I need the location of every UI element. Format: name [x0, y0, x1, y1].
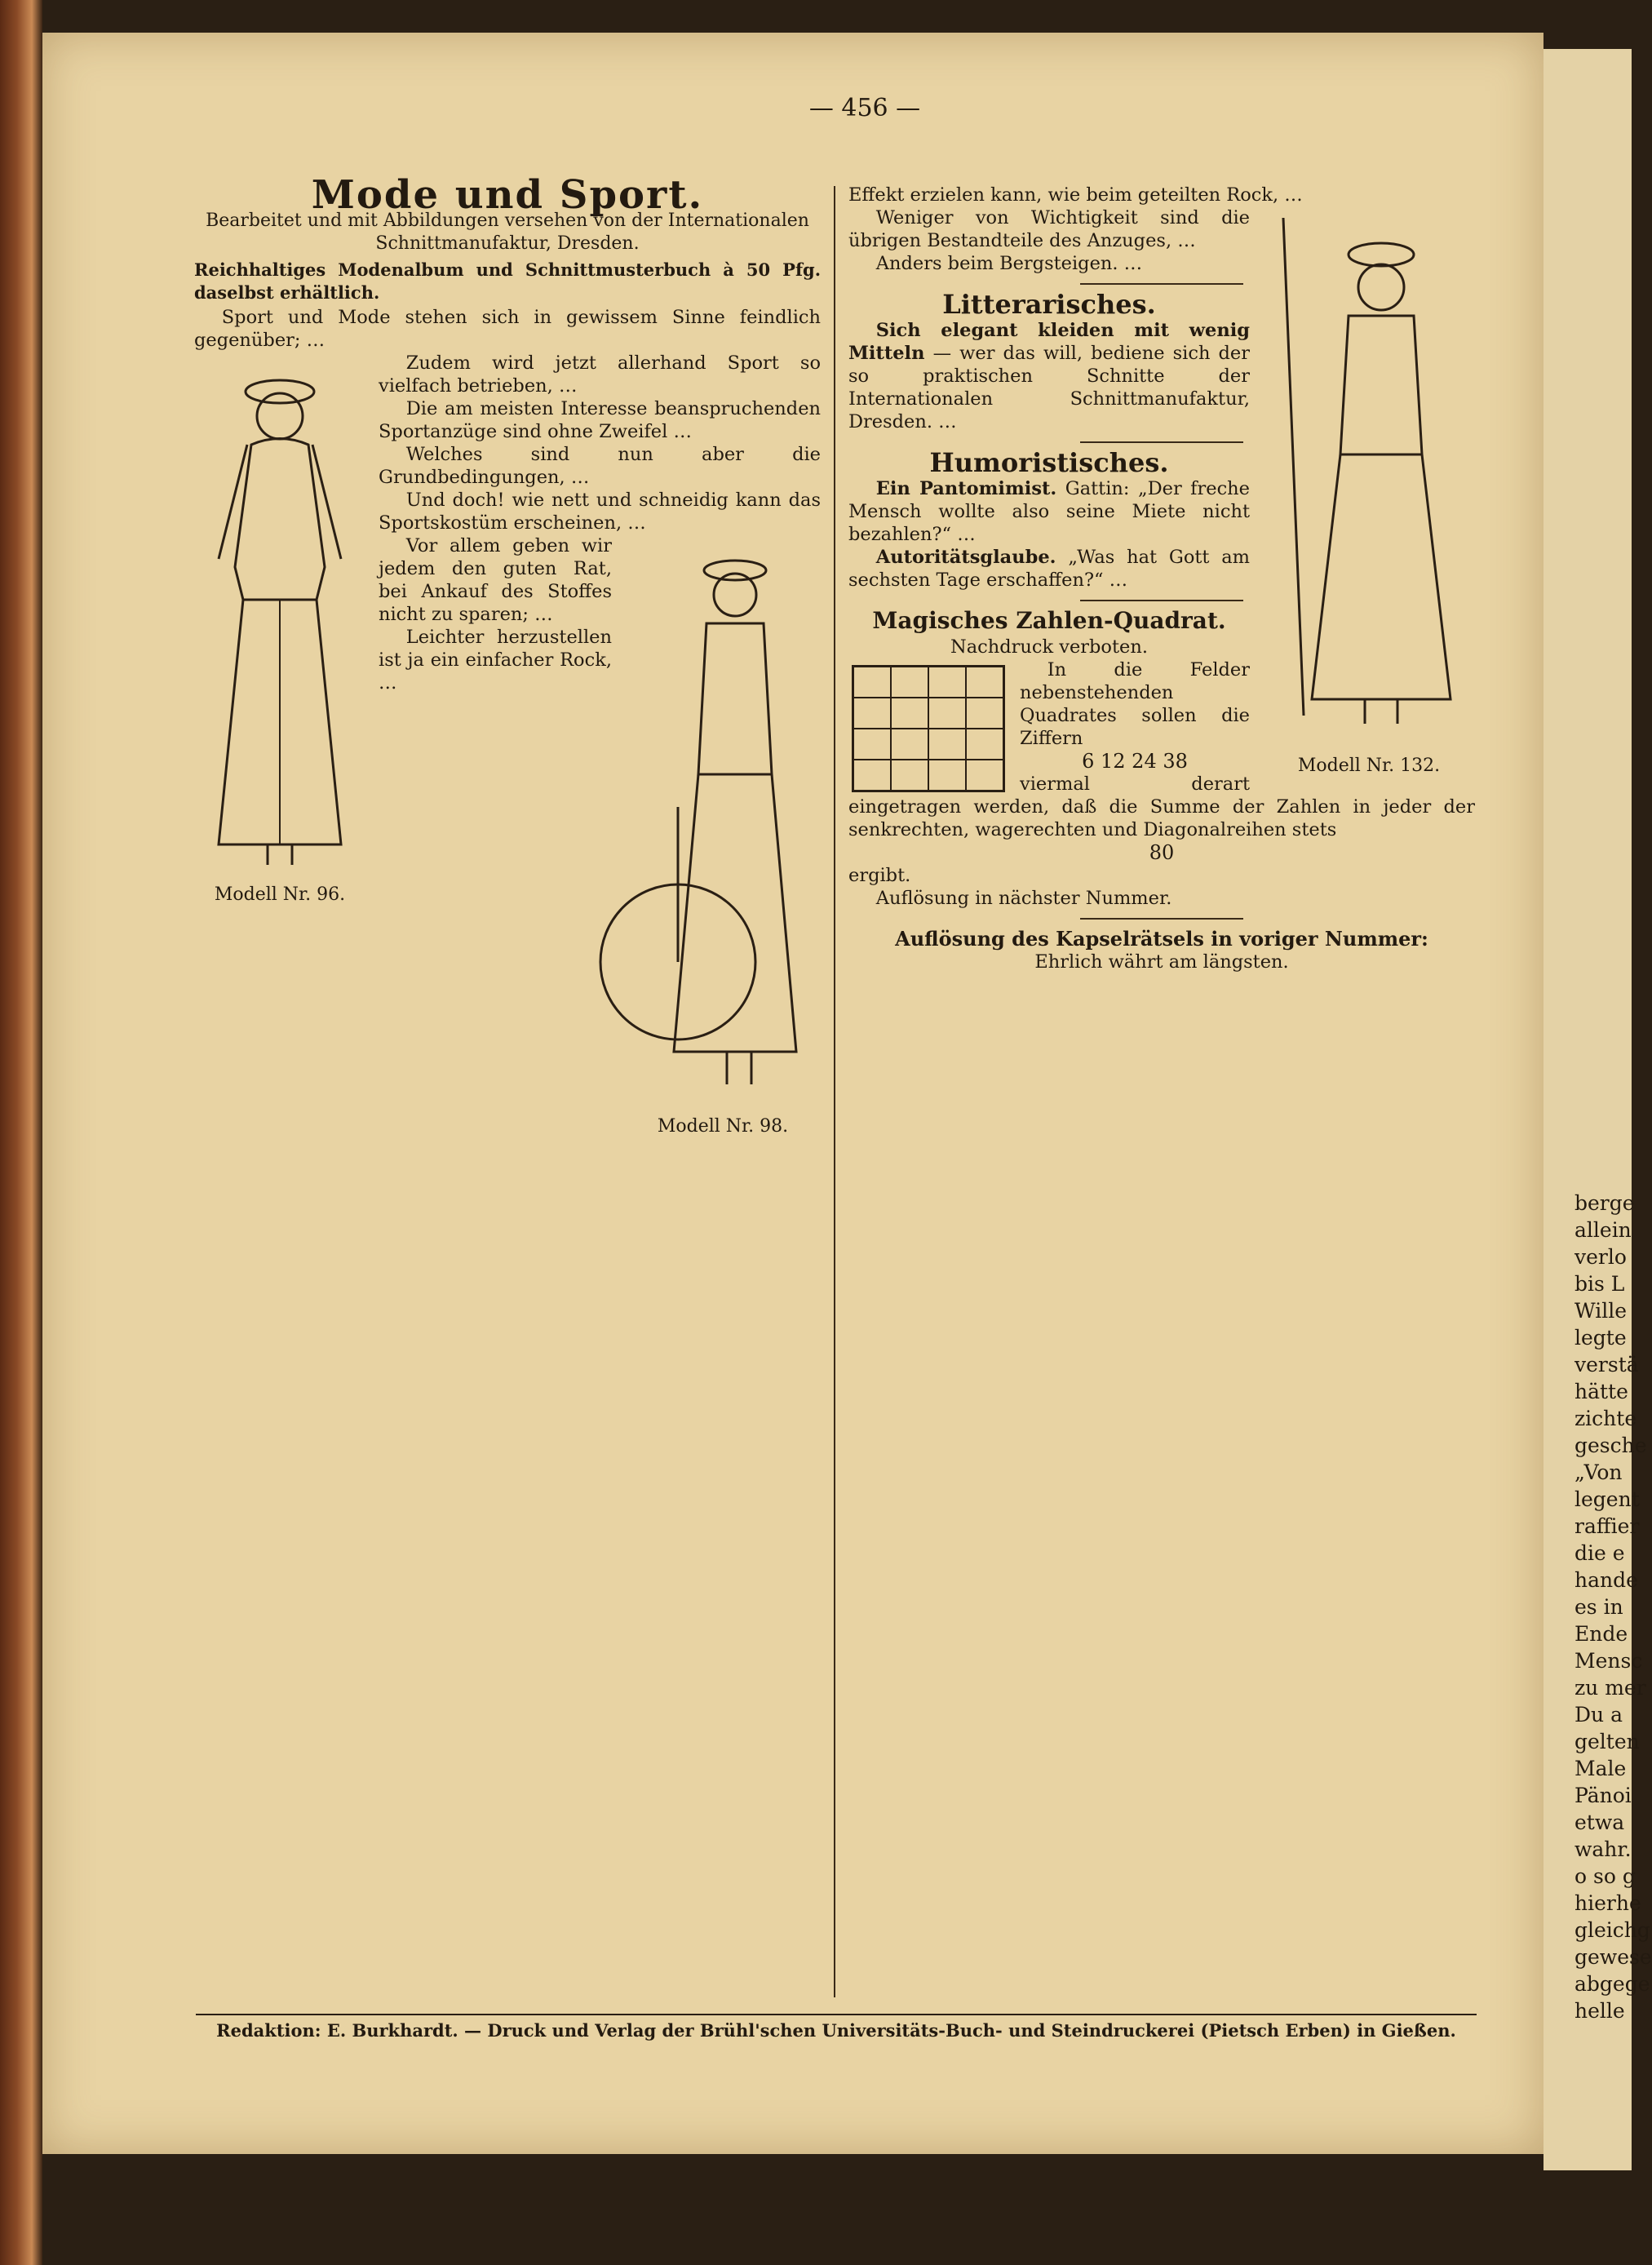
article-paragraph: Welches sind nun aber die Grundbedingungen, … [379, 444, 821, 488]
article-paragraph: Sport und Mode stehen sich in gewissem Sinne feindlich gegenüber; … [194, 307, 821, 351]
kapsel-title: Auflösung des Kapselrätsels in voriger Nummer: [895, 927, 1428, 951]
quadrat-solution-note: Auflösung in nächster Nummer. [875, 888, 1172, 909]
next-page-fragment: Du a [1574, 1703, 1623, 1726]
left-column [194, 172, 821, 1141]
next-page-fragment: gelten [1574, 1730, 1640, 1753]
quadrat-title: Magisches Zahlen-Quadrat. [872, 607, 1226, 634]
next-page-fragment: wahr. [1574, 1837, 1632, 1861]
page-number: — 456 — [808, 94, 921, 122]
figure-98-illustration [629, 538, 817, 1109]
next-page-fragment: raffier [1574, 1514, 1640, 1538]
figure-modell-132 [1263, 210, 1475, 778]
article-paragraph: Weniger von Wichtigkeit sind die übrigen Bestandteile des Anzuges, … [848, 207, 1250, 251]
next-page-fragment: legte [1574, 1326, 1627, 1350]
next-page-fragment: die e [1574, 1541, 1625, 1565]
next-page-fragment: zichte [1574, 1407, 1637, 1430]
section-rule [1080, 441, 1243, 443]
figure-96-caption: Modell Nr. 96. [214, 884, 346, 905]
section-rule [1080, 283, 1243, 285]
quadrat-note: Nachdruck verboten. [950, 636, 1148, 658]
figure-modell-96 [194, 355, 365, 906]
next-page-fragment: Wille [1574, 1299, 1628, 1323]
next-page-fragment: verlo [1574, 1245, 1627, 1269]
next-page-fragment: hande [1574, 1568, 1638, 1592]
next-page-fragment: etwa [1574, 1811, 1625, 1834]
next-page-fragment: Pänoi [1574, 1784, 1632, 1807]
next-page-fragment: zu mer [1574, 1676, 1646, 1700]
quadrat-text-1: In die Felder nebenstehenden Quadrates sollen die Ziffern [1020, 659, 1250, 749]
article-title: Mode und Sport. [311, 172, 704, 218]
imprint-footer: Redaktion: E. Burkhardt. — Druck und Verlag der Brühl'schen Universitäts-Buch- und Steindruckerei (Pietsch Erben) in Gießen. [196, 2014, 1477, 2041]
next-page-fragment: helle [1574, 1999, 1625, 2023]
book-binding [0, 0, 42, 2265]
next-page-fragment: legent [1574, 1487, 1640, 1511]
humor-item-2-title: Autoritätsglaube. [875, 547, 1056, 568]
article-ad-line: Reichhaltiges Modenalbum und Schnittmusterbuch à 50 Pfg. daselbst erhältlich. [194, 259, 821, 303]
next-page-fragment: Ende [1574, 1622, 1628, 1646]
magic-square-grid [852, 665, 1005, 792]
next-page-edge [1543, 49, 1652, 2170]
figure-modell-98 [625, 538, 821, 1138]
next-page-fragment: o so g [1574, 1864, 1636, 1888]
quadrat-sum: 80 [1149, 841, 1175, 864]
figure-132-illustration [1267, 210, 1471, 748]
humor-item-1-title: Ein Pantomimist. [875, 478, 1057, 499]
humor-item-1-text: Gattin: „Der freche Mensch wollte also seine Miete nicht bezahlen?“ … [848, 478, 1250, 545]
article-paragraph: Vor allem geben wir jedem den guten Rat, bei Ankauf des Stoffes nicht zu sparen; … [379, 535, 612, 625]
article-paragraph: Leichter herzustellen ist ja ein einfacher Rock, … [379, 627, 612, 694]
right-column [848, 184, 1475, 973]
article-paragraph: Anders beim Bergsteigen. … [875, 253, 1143, 274]
next-page-fragment: es in [1574, 1595, 1623, 1619]
section-rule [1080, 600, 1243, 601]
figure-96-illustration [202, 355, 357, 877]
figure-98-caption: Modell Nr. 98. [657, 1116, 789, 1137]
article-paragraph: Die am meisten Interesse beanspruchenden Sportanzüge sind ohne Zweifel … [379, 398, 821, 442]
article-paragraph: Zudem wird jetzt allerhand Sport so vielfach betrieben, … [379, 352, 821, 397]
next-page-fragment: gewese [1574, 1945, 1652, 1969]
article-paragraph: Effekt erzielen kann, wie beim geteilten Rock, … [848, 184, 1303, 206]
litterarisches-lead: Sich elegant kleiden mit wenig Mitteln [848, 320, 1250, 364]
column-divider [834, 186, 835, 1997]
next-page-fragment: verstä [1574, 1353, 1639, 1376]
quadrat-text-3: ergibt. [848, 865, 911, 886]
next-page-fragment: gleichg [1574, 1918, 1650, 1942]
next-page-fragment: „Von [1574, 1461, 1623, 1484]
next-page-fragment: bis L [1574, 1272, 1625, 1296]
next-page-fragment: Male [1574, 1757, 1627, 1780]
next-page-fragment: Mensc [1574, 1649, 1643, 1673]
litterarisches-body: — wer das will, bediene sich der so praktischen Schnitte der Internationalen Schnittmanufaktur, Dresden. … [848, 343, 1251, 432]
quadrat-numbers: 6 12 24 38 [1082, 750, 1188, 773]
figure-132-caption: Modell Nr. 132. [1297, 756, 1441, 776]
quadrat-text-2: viermal derart eingetragen werden, daß die Summe der Zahlen in jeder der senkrechten, wagerechten und Diagonalreihen stets [848, 773, 1475, 840]
next-page-fragment: allein [1574, 1218, 1632, 1242]
next-page-fragment: hierhe [1574, 1891, 1641, 1915]
next-page-fragment: berge [1574, 1191, 1635, 1215]
litterarisches-title: Litterarisches. [942, 289, 1156, 320]
article-paragraph: Und doch! wie nett und schneidig kann das Sportskostüm erscheinen, … [379, 490, 821, 534]
section-rule [1080, 918, 1243, 920]
next-page-fragment: gesche [1574, 1434, 1647, 1457]
article-subtitle: Bearbeitet und mit Abbildungen versehen von der Internationalen Schnittmanufaktur, Dresden. [206, 211, 809, 254]
next-page-fragment: abgege [1574, 1972, 1650, 1996]
humor-item-2-text: „Was hat Gott am sechsten Tage erschaffen?“ … [848, 547, 1251, 591]
kapsel-answer: Ehrlich währt am längsten. [1034, 951, 1289, 973]
humor-title: Humoristisches. [929, 447, 1169, 478]
next-page-fragment: hätte [1574, 1380, 1628, 1403]
